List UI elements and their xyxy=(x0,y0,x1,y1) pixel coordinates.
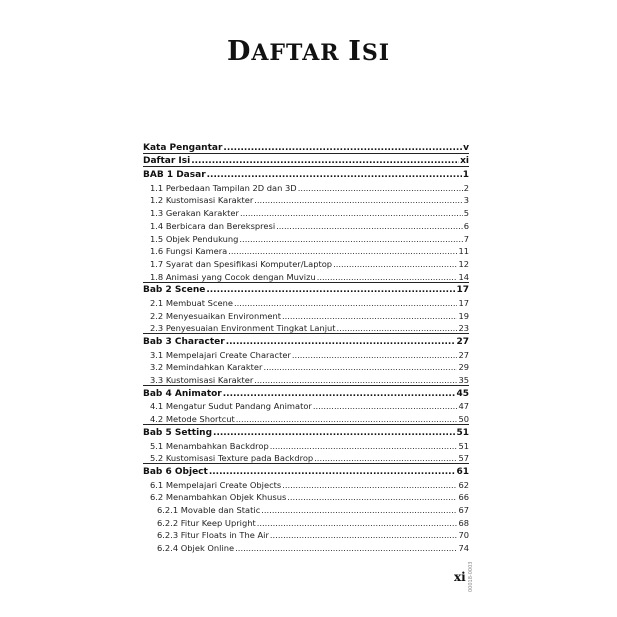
toc-entry xyxy=(143,244,469,257)
toc-entry-title: 2.3 Penyesuaian Environment Tingkat Lanjut xyxy=(150,323,336,334)
toc-leader-dots xyxy=(314,453,457,463)
title-rest-2: SI xyxy=(361,40,391,66)
toc-entry xyxy=(143,540,469,553)
toc-entry-page: 67 xyxy=(458,504,469,515)
toc-entry-title: Bab 4 Animator xyxy=(143,388,222,399)
toc-entry-page: 29 xyxy=(458,362,469,373)
toc-entry xyxy=(143,256,469,269)
toc-entry-page: 23 xyxy=(458,323,469,334)
toc-entry-title: 1.6 Fungsi Kamera xyxy=(150,246,228,257)
toc-leader-dots xyxy=(257,518,458,528)
toc-entry-title: 1.2 Kustomisasi Karakter xyxy=(150,195,254,206)
toc-leader-dots xyxy=(226,337,456,347)
toc-leader-dots xyxy=(254,195,462,205)
title-initial-i: I xyxy=(348,36,362,67)
toc-entry-page: 2 xyxy=(463,182,469,193)
toc-entry xyxy=(143,333,469,347)
toc-entry-page: 47 xyxy=(458,401,469,412)
toc-entry-title: Bab 2 Scene xyxy=(143,285,206,296)
toc-entry-title: 6.2.3 Fitur Floats in The Air xyxy=(157,530,269,541)
toc-entry-title: Bab 3 Character xyxy=(143,337,225,347)
toc-entry-title: 3.3 Kustomisasi Karakter xyxy=(150,375,254,386)
toc-leader-dots xyxy=(282,480,457,490)
toc-entry-page: 19 xyxy=(458,310,469,321)
toc-entry-page: 14 xyxy=(458,271,469,282)
toc-entry xyxy=(143,180,469,193)
toc-entry-page: 61 xyxy=(456,466,469,477)
toc-entry-title: 5.2 Kustomisasi Texture pada Backdrop xyxy=(150,453,314,464)
toc-entry xyxy=(143,477,469,490)
toc-leader-dots xyxy=(313,401,458,411)
toc-entry-page: 11 xyxy=(458,246,469,257)
toc-entry-page: 12 xyxy=(458,258,469,269)
toc-entry-title: 6.2 Menambahkan Objek Khusus xyxy=(150,492,287,503)
title-rest-1: AFTAR xyxy=(251,40,349,66)
toc-leader-dots xyxy=(270,530,458,540)
toc-entry xyxy=(143,218,469,231)
toc-entry-title: BAB 1 Dasar xyxy=(143,170,206,181)
toc-leader-dots xyxy=(207,170,462,180)
toc-entry xyxy=(143,463,469,477)
toc-entry xyxy=(143,385,469,399)
toc-entry xyxy=(143,269,469,282)
toc-entry-page: 27 xyxy=(456,337,469,347)
toc-leader-dots xyxy=(235,543,457,553)
toc-leader-dots xyxy=(240,208,463,218)
toc-entry-page: 70 xyxy=(458,530,469,541)
toc-entry-title: 3.2 Memindahkan Karakter xyxy=(150,362,263,373)
toc-entry xyxy=(143,347,469,360)
toc-entry xyxy=(143,166,469,180)
toc-entry xyxy=(143,231,469,244)
toc-leader-dots xyxy=(333,259,457,269)
toc-leader-dots xyxy=(337,323,458,333)
toc-entry-title: 2.1 Membuat Scene xyxy=(150,297,233,308)
toc-entry xyxy=(143,372,469,385)
toc-entry-page: xi xyxy=(460,156,469,167)
toc-entry xyxy=(143,451,469,464)
toc-leader-dots xyxy=(228,246,457,256)
toc-leader-dots xyxy=(292,350,458,360)
toc-entry-title: 4.1 Mengatur Sudut Pandang Animator xyxy=(150,401,312,412)
toc-entry-page: 74 xyxy=(458,543,469,553)
toc-leader-dots xyxy=(261,505,457,515)
toc-entry xyxy=(143,490,469,503)
toc-entry-title: 1.1 Perbedaan Tampilan 2D dan 3D xyxy=(150,182,297,193)
toc-entry-page: 3 xyxy=(463,195,469,206)
toc-leader-dots xyxy=(223,143,462,153)
toc-entry-title: 1.3 Gerakan Karakter xyxy=(150,208,239,219)
toc-entry-page: 66 xyxy=(458,492,469,503)
toc-entry xyxy=(143,515,469,528)
toc-leader-dots xyxy=(206,285,455,295)
toc-leader-dots xyxy=(236,414,458,424)
toc-leader-dots xyxy=(213,428,455,438)
toc-entry-page: 51 xyxy=(456,427,469,438)
toc-leader-dots xyxy=(317,272,458,282)
toc-entry xyxy=(143,282,469,296)
toc-entry xyxy=(143,153,469,167)
toc-entry-page: 1 xyxy=(462,170,469,181)
toc-leader-dots xyxy=(223,389,456,399)
toc-leader-dots xyxy=(298,183,463,193)
toc-leader-dots xyxy=(239,234,462,244)
toc-entry-title: 2.2 Menyesuaikan Environment xyxy=(150,310,281,321)
page-title xyxy=(0,36,617,67)
toc-entry-title: 6.2.2 Fitur Keep Upright xyxy=(157,517,256,528)
toc-entry-title: 6.2.1 Movable dan Static xyxy=(157,504,261,515)
toc-entry-title: 1.4 Berbicara dan Berekspresi xyxy=(150,220,276,231)
toc-entry xyxy=(143,205,469,218)
toc-leader-dots xyxy=(234,298,457,308)
toc-entry-title: 6.1 Mempelajari Create Objects xyxy=(150,479,282,490)
toc-entry-title: 3.1 Mempelajari Create Character xyxy=(150,349,291,360)
toc-entry-page: v xyxy=(463,142,469,153)
toc-entry-title: 5.1 Menambahkan Backdrop xyxy=(150,440,269,451)
toc-entry xyxy=(143,411,469,424)
side-code: 00018-0003 xyxy=(468,561,474,592)
toc-entry-page: 17 xyxy=(458,297,469,308)
toc-entry xyxy=(143,360,469,373)
toc-entry-page: 68 xyxy=(458,517,469,528)
toc-entry-page: 51 xyxy=(458,440,469,451)
toc-entry-page: 57 xyxy=(458,453,469,464)
toc-entry xyxy=(143,308,469,321)
toc-leader-dots xyxy=(254,375,457,385)
toc-entry xyxy=(143,399,469,412)
toc-entry xyxy=(143,295,469,308)
toc-entry-page: 5 xyxy=(463,208,469,219)
toc-entry-title: Daftar Isi xyxy=(143,156,191,167)
title-initial-d: D xyxy=(226,36,252,67)
toc-entry-page: 7 xyxy=(463,233,469,244)
toc-entry-title: Kata Pengantar xyxy=(143,142,223,153)
toc-entry-page: 6 xyxy=(463,220,469,231)
toc-entry-page: 45 xyxy=(456,388,469,399)
toc-entry-title: Bab 6 Object xyxy=(143,466,208,477)
toc-entry-page: 50 xyxy=(458,414,469,425)
toc-entry xyxy=(143,438,469,451)
toc-entry-page: 17 xyxy=(456,285,469,296)
toc-entry-title: Bab 5 Setting xyxy=(143,427,213,438)
toc-leader-dots xyxy=(287,492,457,502)
toc-entry-title: 4.2 Metode Shortcut xyxy=(150,414,235,425)
toc-entry-title: 1.7 Syarat dan Spesifikasi Komputer/Laptop xyxy=(150,258,333,269)
toc-leader-dots xyxy=(263,362,457,372)
toc-entry-title: 1.8 Animasi yang Cocok dengan Muvizu xyxy=(150,271,316,282)
toc-leader-dots xyxy=(282,311,457,321)
toc-entry-page: 27 xyxy=(458,349,469,360)
toc-entry xyxy=(143,321,469,334)
toc-entry xyxy=(143,424,469,438)
toc-entry xyxy=(143,528,469,541)
toc-entry xyxy=(143,193,469,206)
toc-entry-title: 6.2.4 Objek Online xyxy=(157,543,235,553)
toc-leader-dots xyxy=(276,221,463,231)
toc-leader-dots xyxy=(209,467,456,477)
toc-entry-title: 1.5 Objek Pendukung xyxy=(150,233,239,244)
table-of-contents xyxy=(143,140,469,553)
toc-entry-page: 62 xyxy=(458,479,469,490)
toc-entry xyxy=(143,502,469,515)
toc-entry-page: 35 xyxy=(458,375,469,386)
page-number: xi xyxy=(454,570,466,584)
toc-leader-dots xyxy=(270,441,458,451)
toc-entry xyxy=(143,140,469,153)
toc-leader-dots xyxy=(191,156,459,166)
